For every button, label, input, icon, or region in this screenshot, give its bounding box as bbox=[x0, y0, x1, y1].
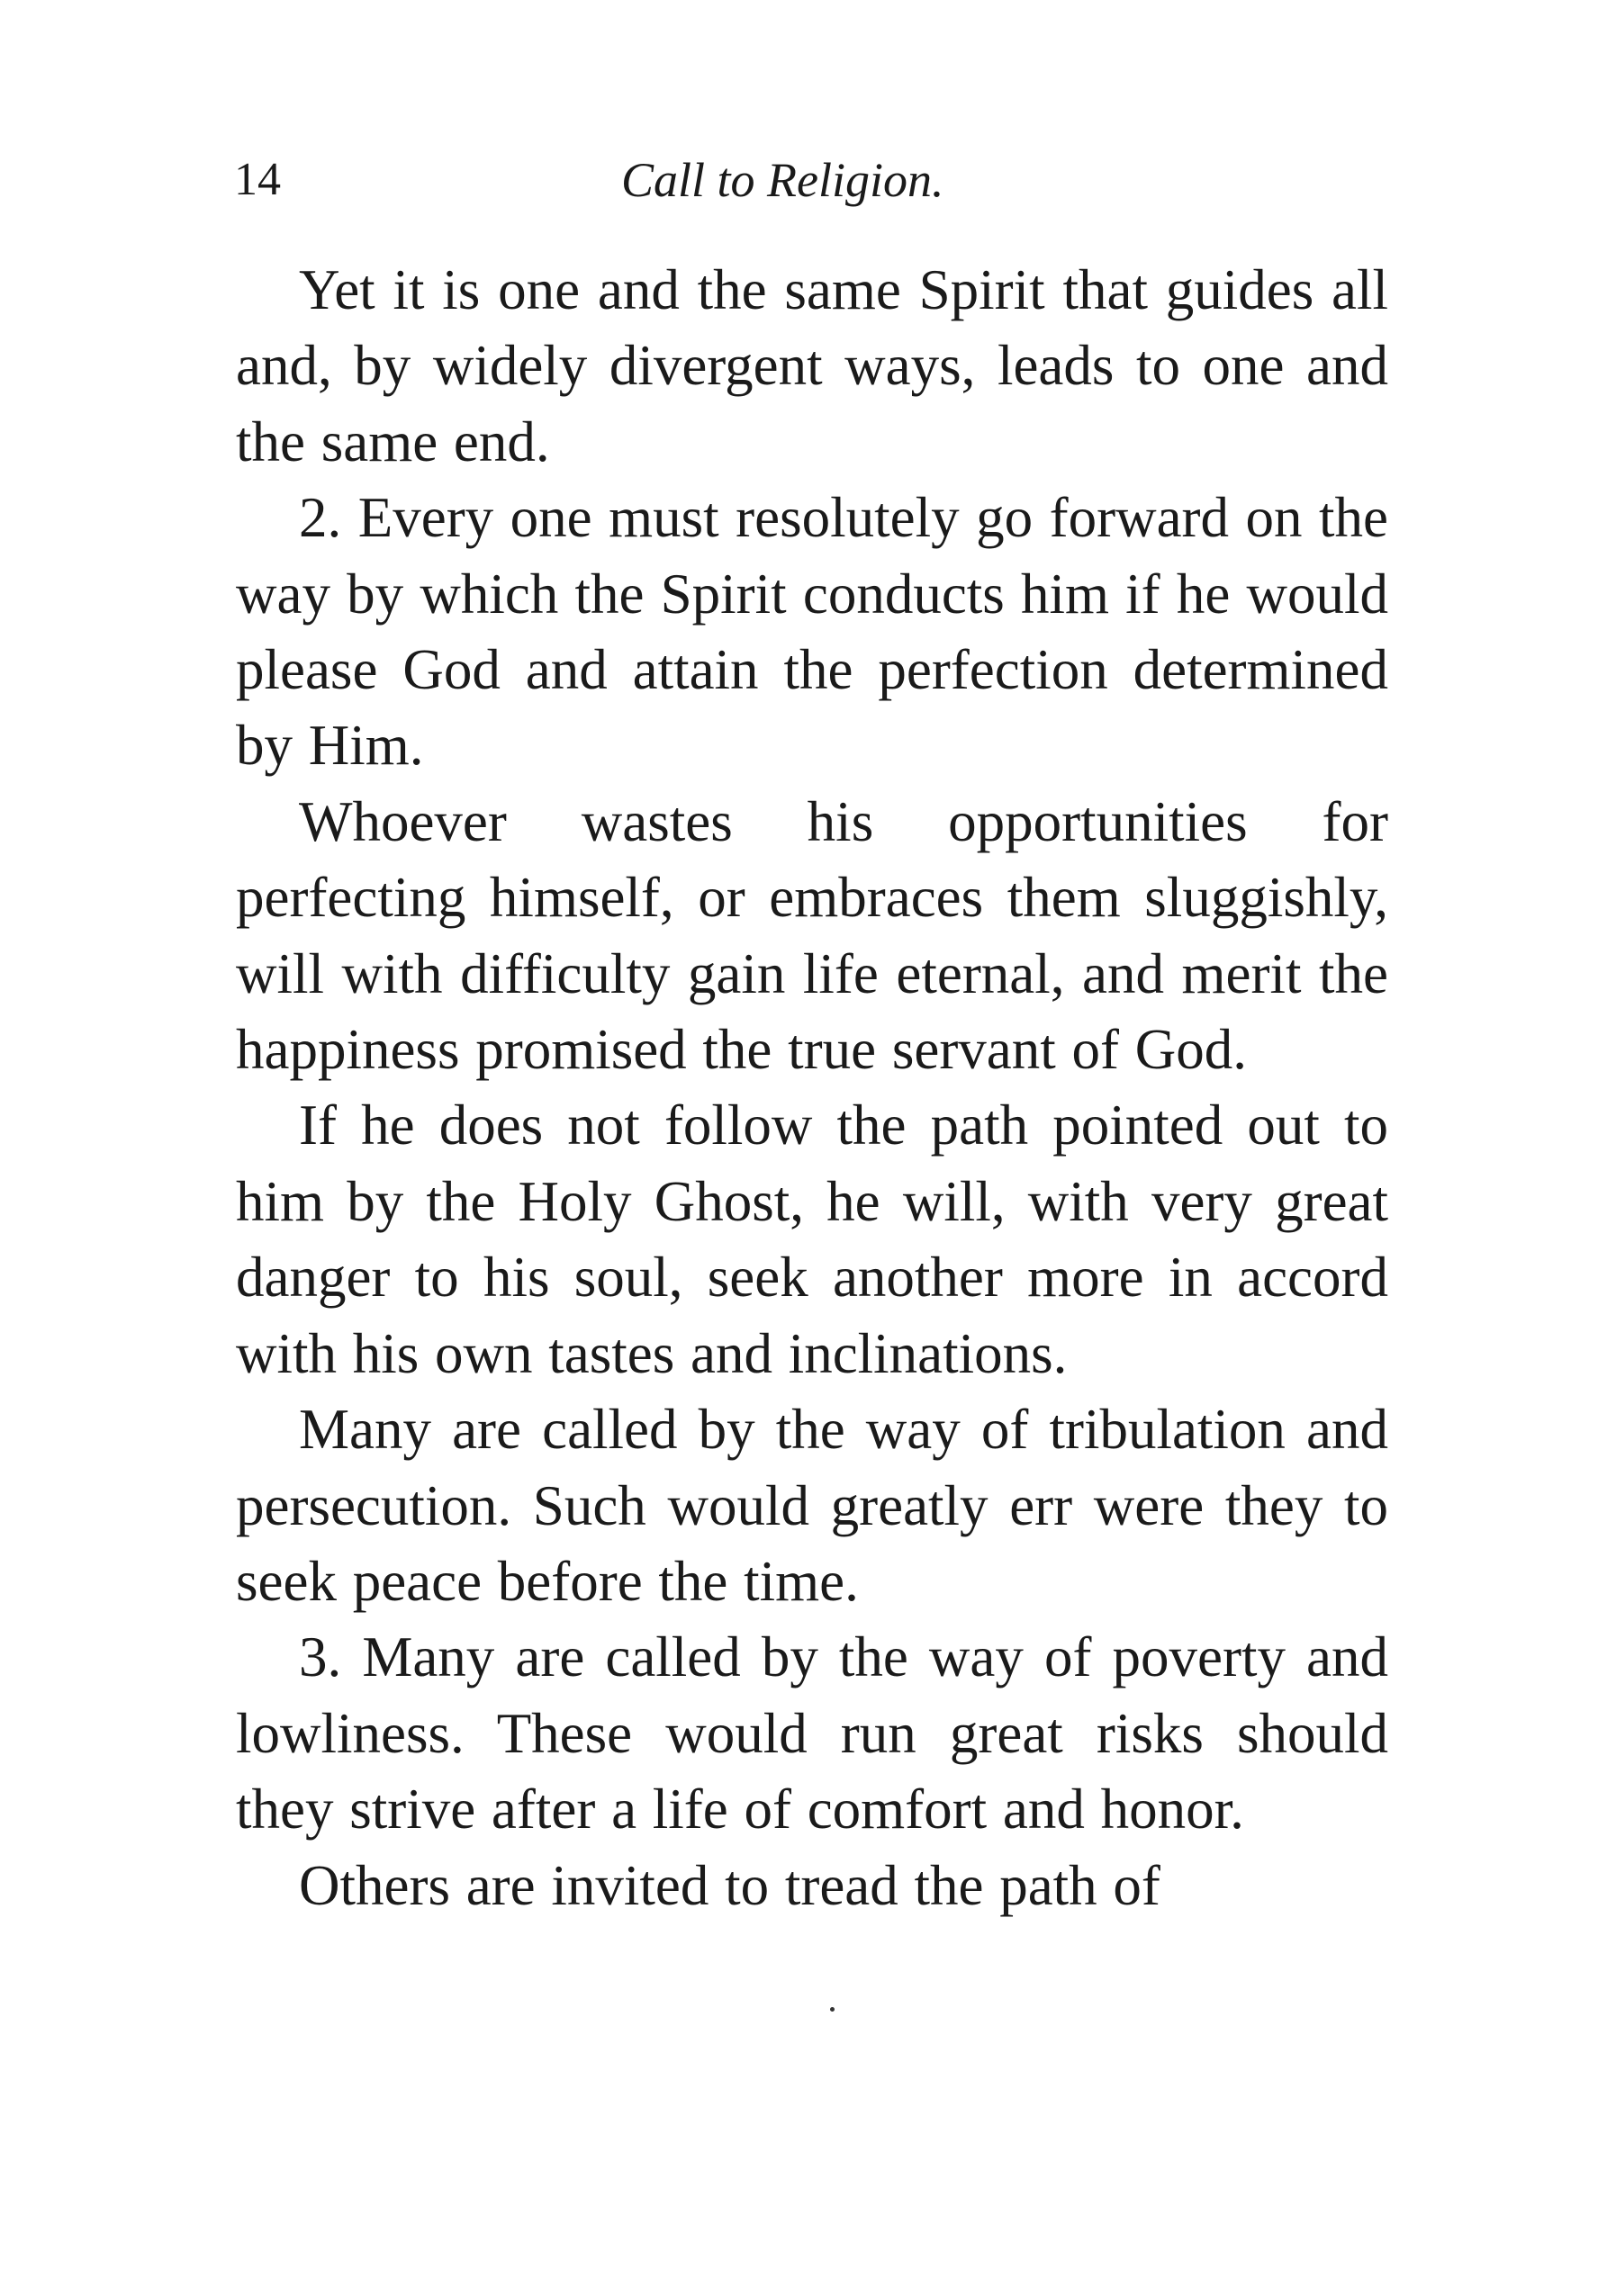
paragraph-7: Others are invited to tread the path of bbox=[299, 1853, 1160, 1917]
paragraph-4: If he does not follow the path pointed out to him by the Holy Ghost, he will, with very great danger to his soul, seek another more in accord with his own tastes and inclinations. bbox=[236, 1094, 1388, 1385]
running-head bbox=[234, 144, 1386, 216]
print-speck bbox=[830, 2007, 835, 2012]
body-text bbox=[236, 252, 1388, 1923]
paragraph-1: Yet it is one and the same Spirit that guides all and, by widely divergent ways, leads to one and the same end. bbox=[236, 258, 1388, 473]
paragraph-3: Whoever wastes his opportunities for perfecting himself, or embraces them sluggishly, will with difficulty gain life eternal, and merit the happiness promised the true servant of God. bbox=[236, 789, 1388, 1082]
running-title: Call to Religion. bbox=[621, 153, 944, 207]
paragraph-6: 3. Many are called by the way of poverty and lowliness. These would run great risks should they strive after a life of comfort and honor. bbox=[236, 1625, 1388, 1841]
page-number: 14 bbox=[234, 154, 281, 205]
paragraph-2: 2. Every one must resolutely go forward on the way by which the Spirit conducts him if he would please God and attain the perfection determined by Him. bbox=[236, 486, 1388, 778]
paragraph-5: Many are called by the way of tribulation and persecution. Such would greatly err were they to seek peace before the time. bbox=[236, 1398, 1388, 1613]
